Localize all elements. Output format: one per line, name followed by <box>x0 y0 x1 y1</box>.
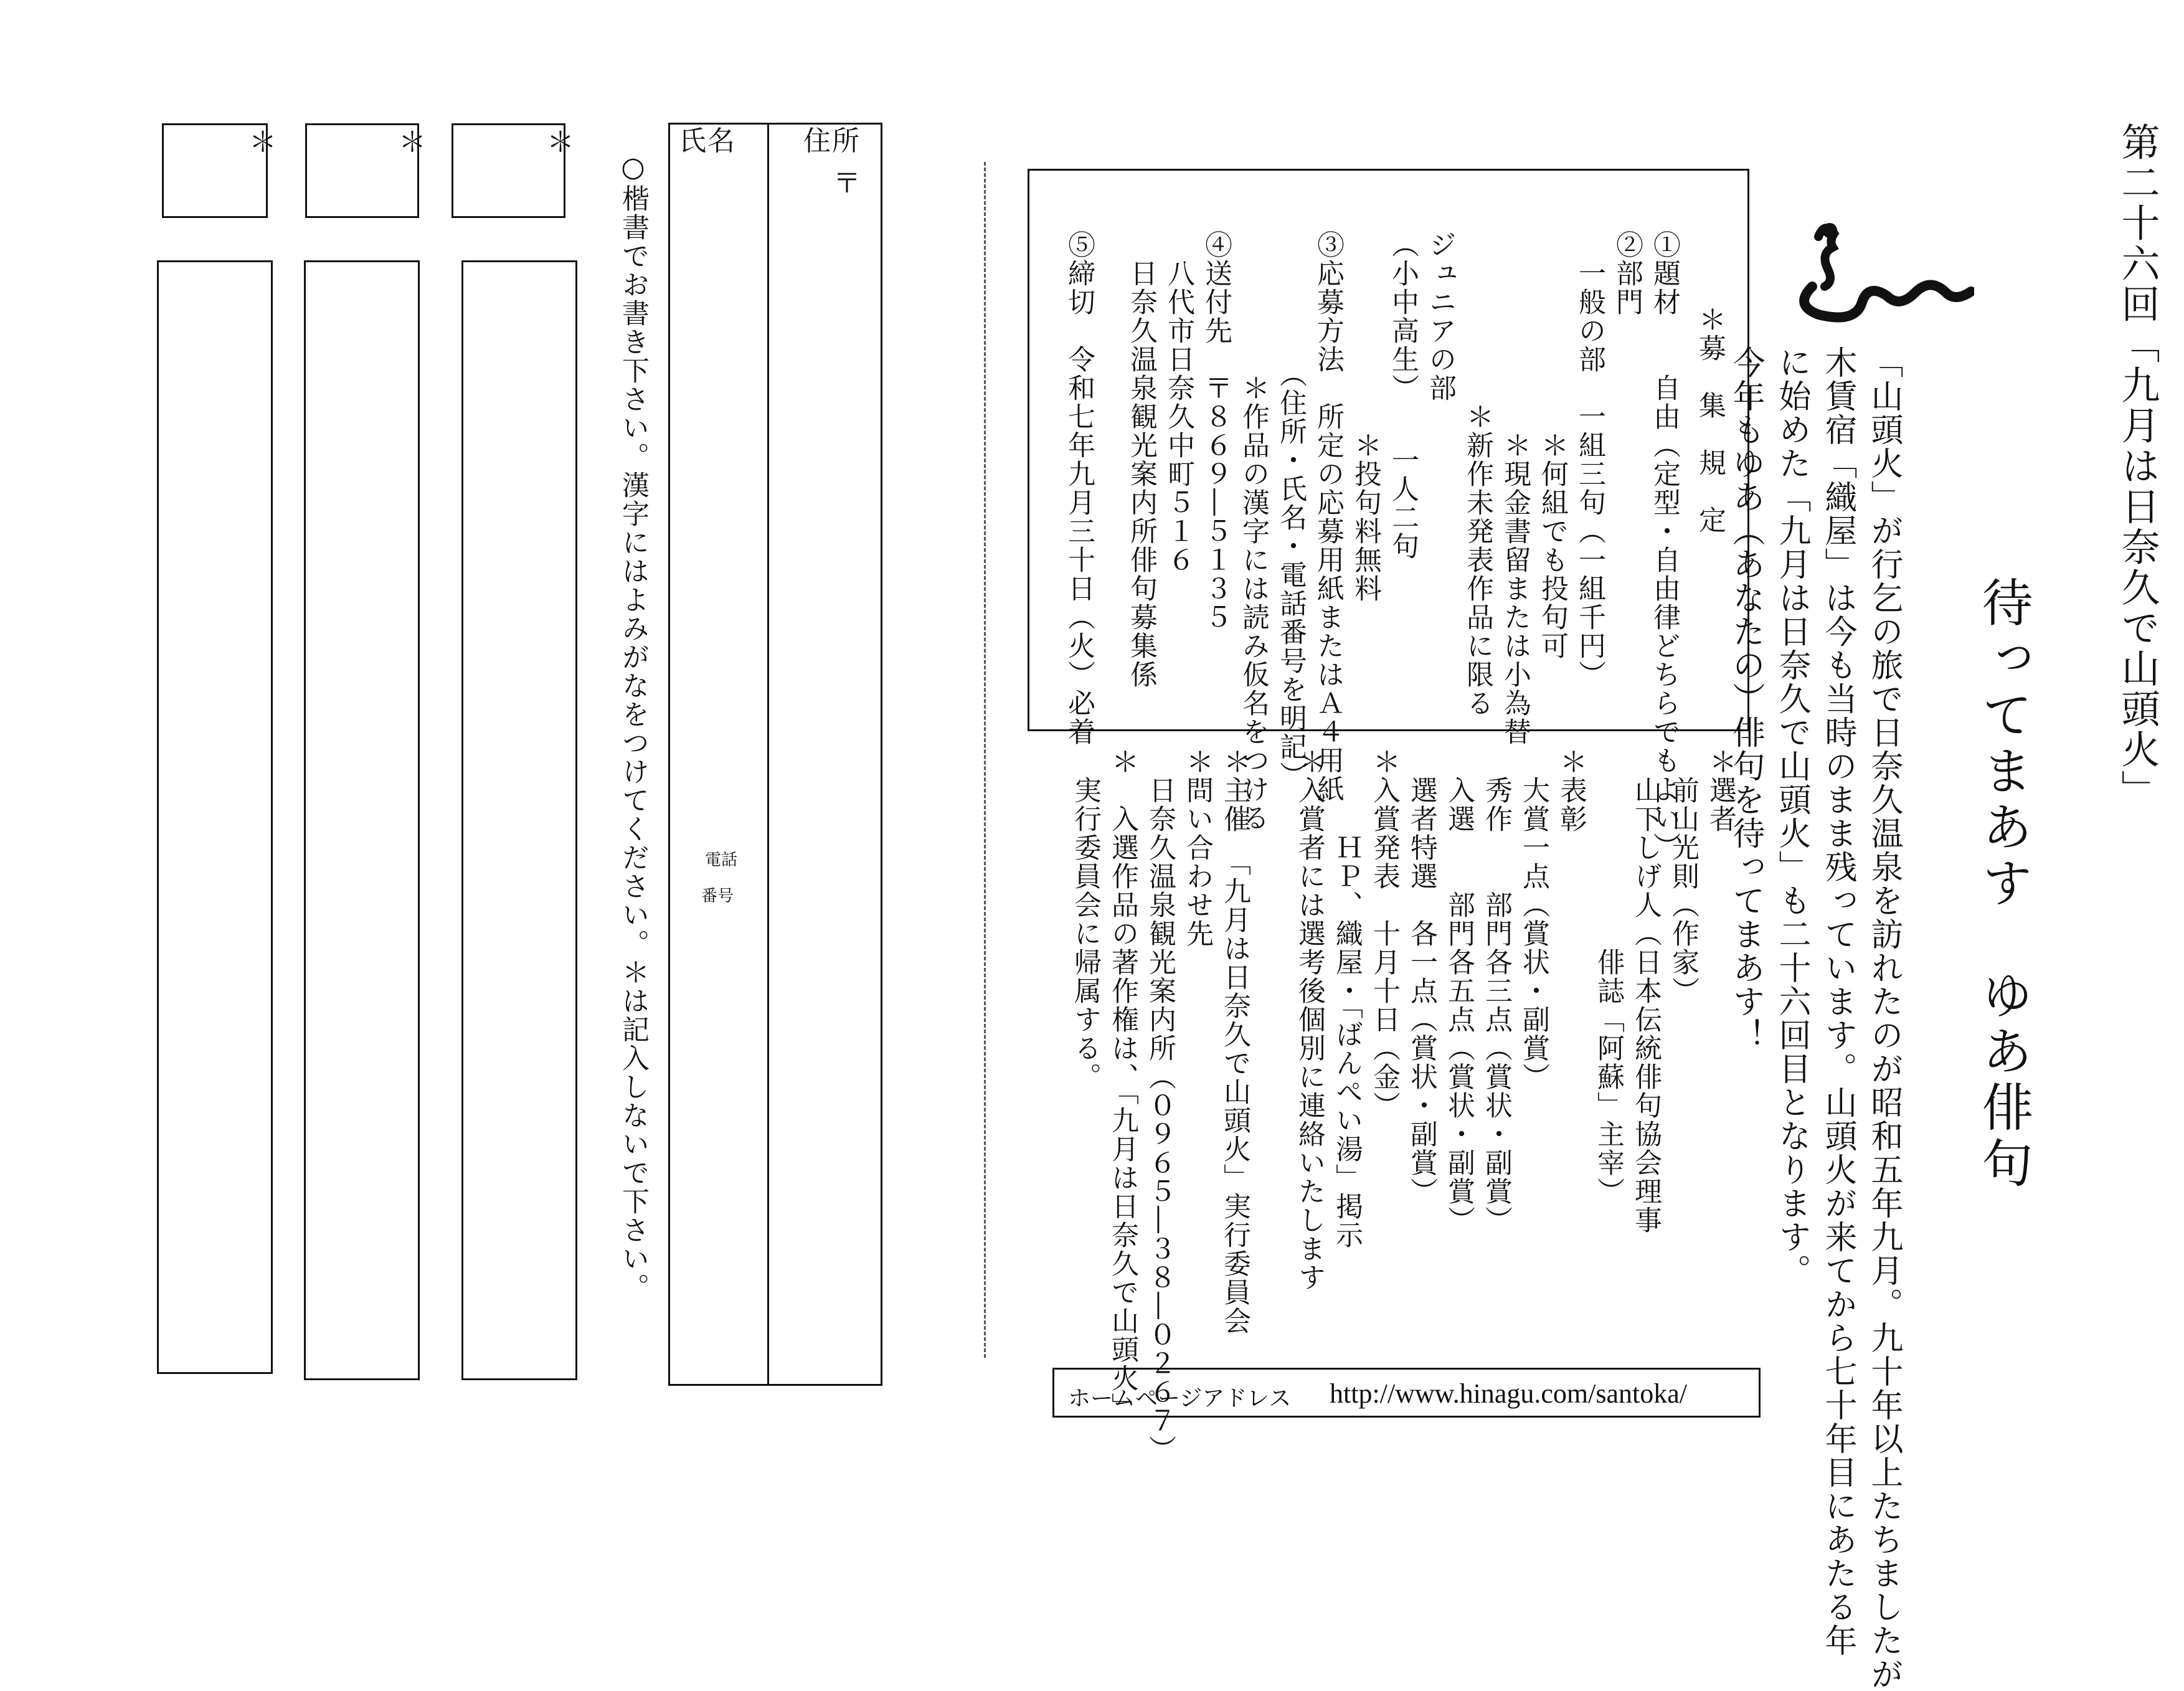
homepage-label: ホームページアドレス <box>1068 1386 1292 1411</box>
fold-line <box>984 162 986 1358</box>
address-field[interactable] <box>772 199 878 1376</box>
info-line-9: 選者特選 各一点（賞状・副賞） <box>1406 747 1437 1206</box>
phone-label-1: 電話 <box>705 851 738 869</box>
instructions-text: ○楷書でお書き下さい。漢字にはよみがなをつけてください。＊は記入しないで下さい。 <box>617 151 649 1302</box>
info-line-11: ＨＰ、織屋・「ばんぺい湯」掲示 <box>1331 747 1363 1249</box>
rules-line-14: 八代市日奈久中町５１６ <box>1163 230 1194 574</box>
title-small: 第二十六回「九月は日奈久で山頭火」 <box>2115 122 2160 810</box>
rules-line-3: 一般の部 一組三句（一組千円） <box>1574 230 1605 689</box>
phone-label-2: 番号 <box>701 887 734 906</box>
address-label: 住所 <box>803 125 861 157</box>
intro-line-3: に始めた「九月は日奈久で山頭火」も二十六回目となります。 <box>1773 346 1810 1287</box>
star-mark-1: ＊ <box>547 126 574 158</box>
star-mark-2: ＊ <box>399 126 426 158</box>
rules-line-5: ＊現金書留または小為替 <box>1499 230 1531 746</box>
rules-line-1: ①題材 自由（定型・自由律どちらでもよい） <box>1648 230 1680 861</box>
info-line-17: 実行委員会に帰属する。 <box>1069 747 1101 1091</box>
rules-line-15: 日奈久温泉観光案内所俳句募集係 <box>1125 230 1157 689</box>
phone-field[interactable] <box>673 909 763 1376</box>
postal-mark: 〒 <box>833 168 862 199</box>
rules-line-6: ＊新作未発表作品に限る <box>1462 230 1493 718</box>
rules-line-4: ＊何組でも投句可 <box>1536 230 1568 660</box>
info-line-4: 俳誌「阿蘇」主宰） <box>1592 747 1624 1206</box>
rules-line-10: ③応募方法 所定の応募用紙またはＡ４用紙 <box>1312 230 1344 803</box>
name-field[interactable] <box>673 168 763 841</box>
info-line-10: ＊入賞発表 十月十日（金） <box>1368 747 1400 1120</box>
star-mark-3: ＊ <box>249 126 277 158</box>
info-line-1: ＊選者 <box>1704 747 1736 833</box>
rules-line-16: ⑤締切 令和七年九月三十日（火）必着 <box>1063 230 1095 746</box>
haiku-entry-box-3[interactable] <box>157 260 273 1374</box>
rules-line-12: ＊作品の漢字には読み仮名をつける <box>1237 230 1269 832</box>
intro-line-1: 「山頭火」が行乞の旅で日奈久温泉を訪れたのが昭和五年九月。九十年以上たちましたが <box>1865 346 1903 1691</box>
haiku-entry-box-1[interactable] <box>461 260 577 1380</box>
info-line-3: 山下しげ人（日本伝統俳句協会理事 <box>1630 747 1662 1234</box>
info-line-13: ＊主催 「九月は日奈久で山頭火」実行委員会 <box>1219 747 1250 1335</box>
intro-line-4: 今年もゆあ（あなたの）俳句を待ってまあす！ <box>1727 346 1764 1052</box>
rules-line-2: ②部門 <box>1611 230 1643 316</box>
info-line-12: ＊入賞者には選考後個別に連絡いたします <box>1293 747 1325 1292</box>
haiku-entry-box-2[interactable] <box>304 260 420 1380</box>
info-line-6: 大賞一点（賞状・副賞） <box>1518 747 1549 1091</box>
rules-line-9: ＊投句料無料 <box>1350 230 1381 603</box>
rules-line-7: ジュニアの部 <box>1424 230 1456 402</box>
rules-line-13: ④送付先 〒８６９―５１３５ <box>1200 230 1232 632</box>
rules-line-11: （住所・氏名・電話番号を明記） <box>1275 230 1307 790</box>
info-line-7: 秀作 部門各三点（賞状・副賞） <box>1480 747 1512 1234</box>
entry-table-divider <box>767 123 769 1386</box>
name-label: 氏名 <box>679 125 736 157</box>
info-line-5: ＊表彰 <box>1555 747 1587 833</box>
title-big: 待ってまあす ゆあ俳句 <box>1974 576 2033 1193</box>
santoka-logo-icon <box>1794 212 1974 324</box>
info-line-14: ＊問い合わせ先 <box>1181 747 1213 948</box>
info-line-16: ＊ 入選作品の著作権は、「九月は日奈久で山頭火」 <box>1107 747 1138 1421</box>
homepage-link[interactable]: http://www.hinagu.com/santoka/ <box>1330 1378 1687 1409</box>
rules-heading: ＊募 集 規 定 <box>1694 305 1726 534</box>
rules-line-8: （小中高生） 一人二句 <box>1387 230 1419 561</box>
info-line-15: 日奈久温泉観光案内所（０９６５―３８―０２６７） <box>1144 747 1176 1464</box>
info-line-2: 前山光則（作家） <box>1667 747 1699 1005</box>
info-line-8: 入選 部門各五点（賞状・副賞） <box>1443 747 1475 1234</box>
intro-line-2: 木賃宿「織屋」は今も当時のまま残っています。山頭火が来てから七十年目にあたる年 <box>1819 346 1856 1657</box>
